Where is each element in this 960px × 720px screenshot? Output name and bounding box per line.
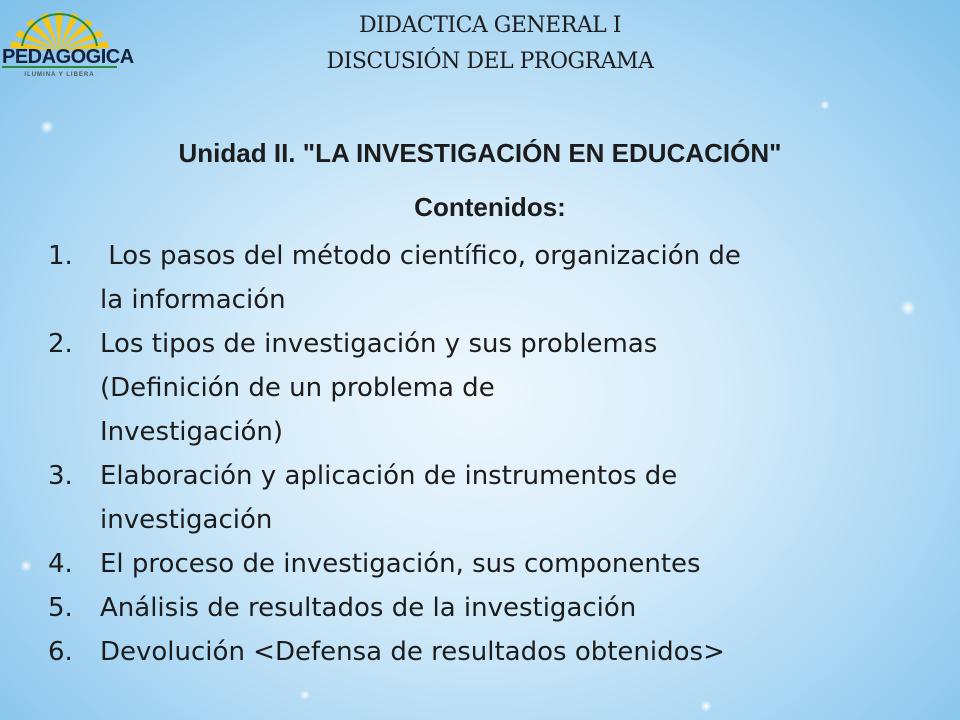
course-title: DIDACTICA GENERAL I [359,13,621,38]
list-item [48,322,928,454]
item-text: Elaboración y aplicación de instrumentos de [100,461,678,491]
item-number: 5. [48,593,73,623]
item-number: 6. [48,637,73,667]
item-text [100,366,928,410]
item-text: la información [100,285,286,315]
item-text: Los tipos de investigación y sus problemas [100,329,658,359]
item-number: 1. [48,241,73,271]
item-number: 2. [48,329,73,359]
item-text: Devolución <Defensa de resultados obtenidos> [100,637,725,667]
sparkle-decoration [40,120,54,134]
logo-wordmark: PEDAGOGICA [2,46,134,68]
item-text-right: problema de [330,373,495,403]
list-item [48,454,928,542]
unit-title: Unidad II. "LA INVESTIGACIÓN EN EDUCACIÓN" [178,138,782,168]
item-text: Análisis de resultados de la investigación [100,593,637,623]
item-text: El proceso de investigación, sus componentes [100,549,701,579]
sparkle-decoration [300,690,310,700]
sparkle-decoration [20,560,32,572]
item-number: 3. [48,461,73,491]
sparkle-decoration [700,700,712,712]
section-title: DISCUSIÓN DEL PROGRAMA [326,49,654,74]
item-text: Investigación) [100,417,283,447]
university-logo [2,6,134,86]
list-item [48,542,928,586]
list-item [48,234,928,322]
contents-heading: Contenidos: [414,192,566,222]
item-text: investigación [100,505,273,535]
item-number: 4. [48,549,73,579]
item-text-left: (Definición de un [100,373,323,403]
logo-slogan: ILUMINA Y LIBERA [24,72,95,78]
sparkle-decoration [820,100,830,110]
contents-list [48,234,928,674]
item-text: Los pasos del método científico, organización de [100,241,741,271]
list-item [48,630,928,674]
list-item [48,586,928,630]
slide-header [150,8,830,80]
